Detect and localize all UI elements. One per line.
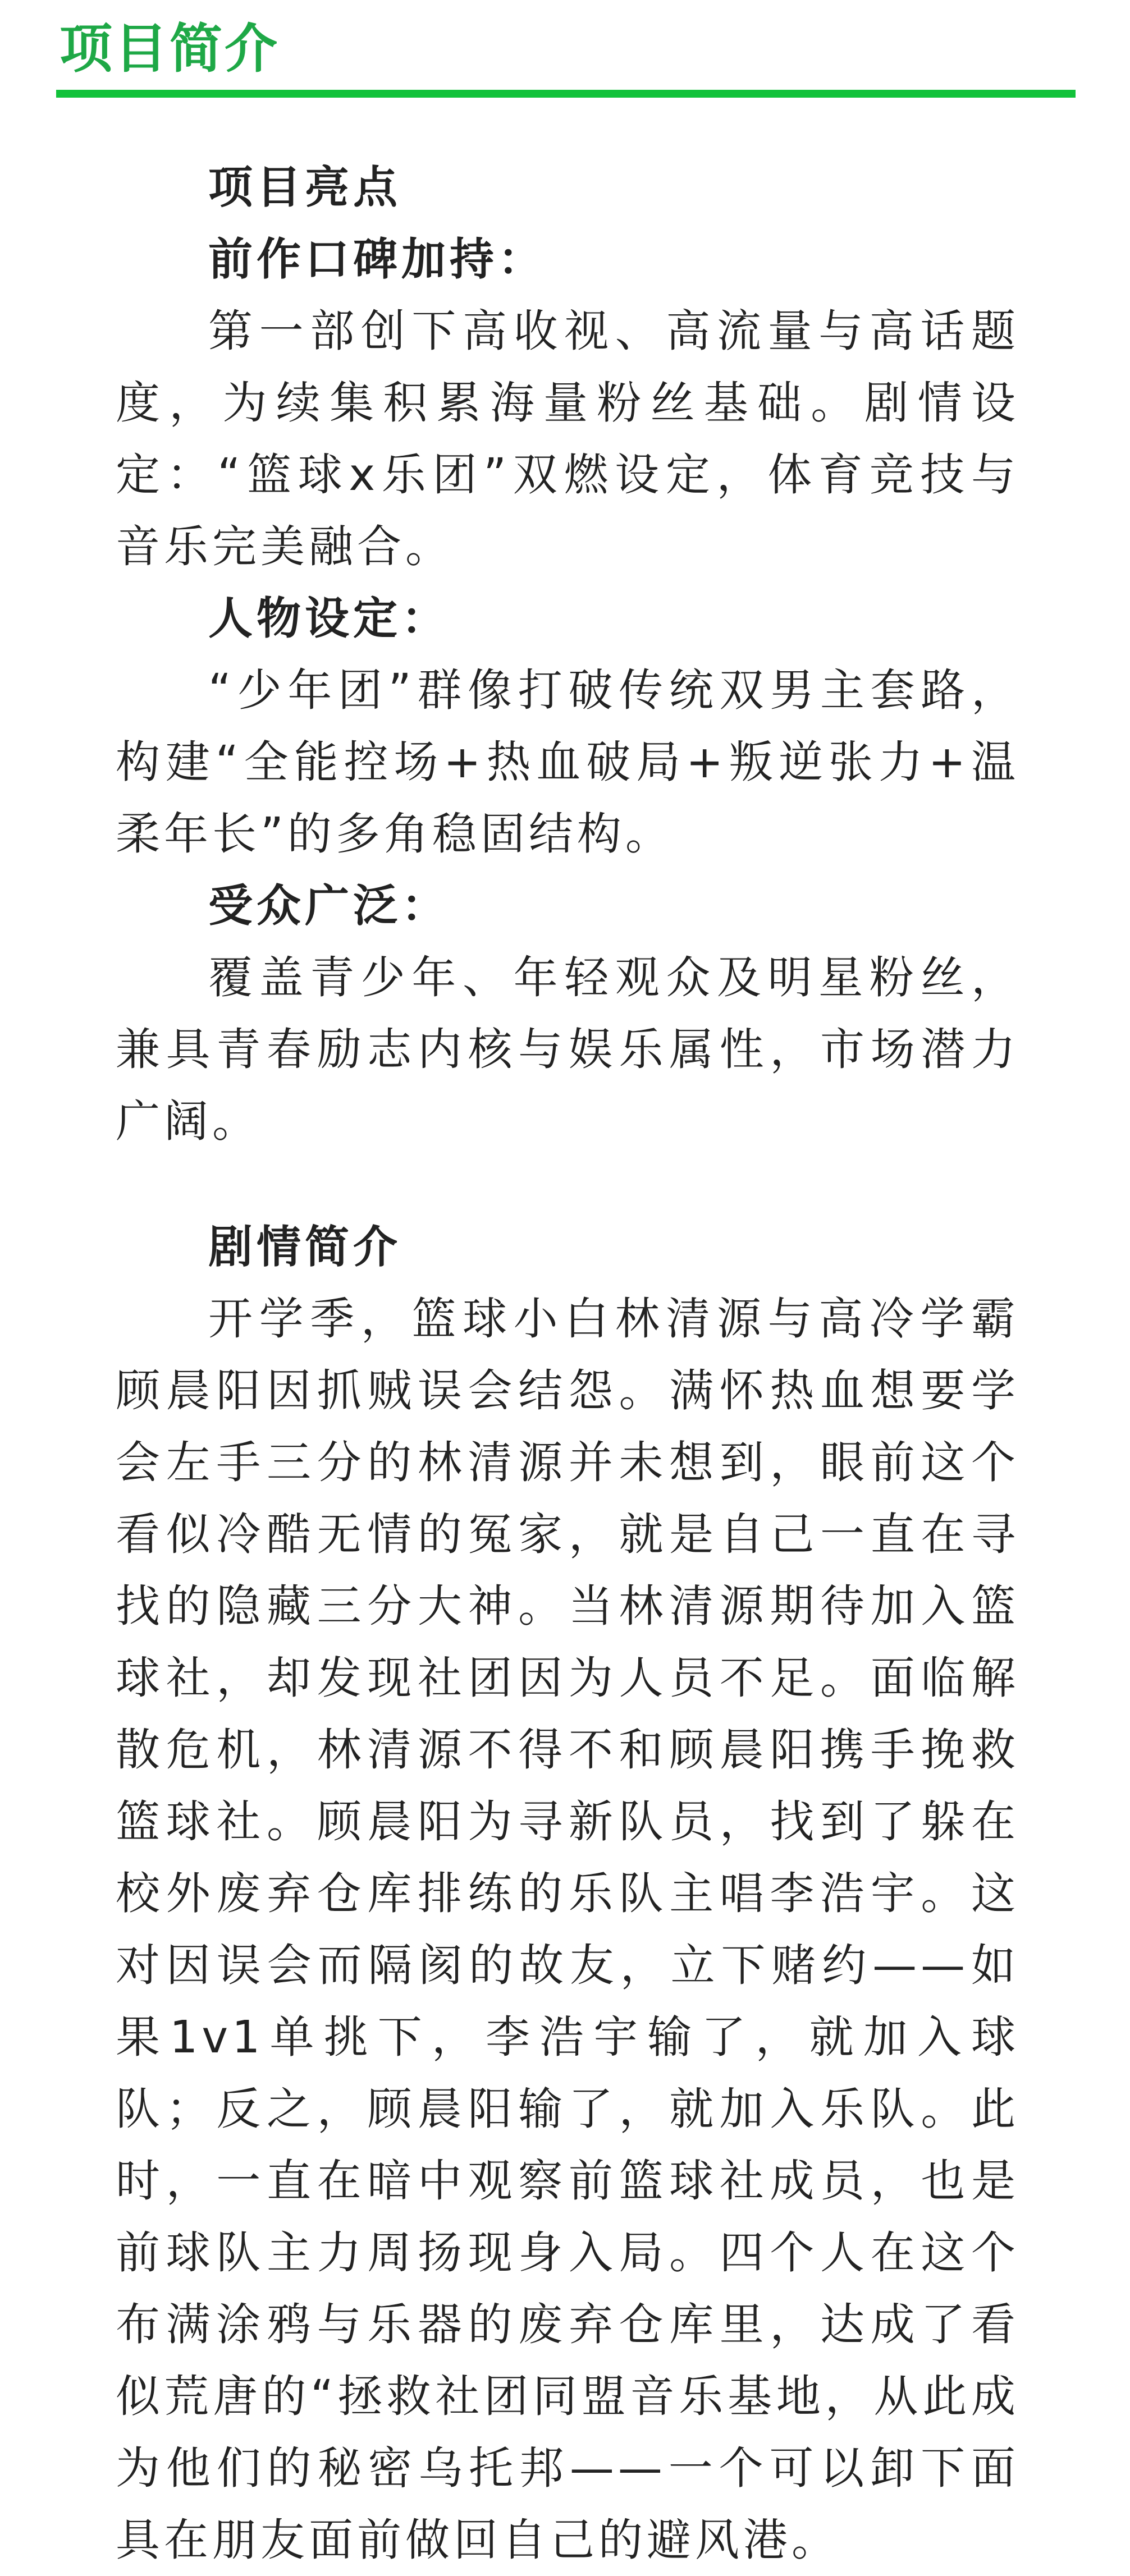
section-title: 项目简介 [60, 19, 280, 80]
section-divider [56, 90, 1076, 98]
synopsis-heading: 剧情简介 [208, 1221, 401, 1273]
highlight-2-heading: 人物设定： [208, 593, 450, 644]
highlights-heading: 项目亮点 [208, 162, 401, 213]
synopsis-text: 开学季，篮球小白林清源与高冷学霸顾晨阳因抓贼误会结怨。满怀热血想要学会左手三分的林清源并未想到，眼前这个看似冷酷无情的冤家，就是自己一直在寻找的隐藏三分大神。当林清源期待加入篮球社，却发现社团因为人员不足。面临解散危机，林清源不得不和顾晨阳携手挽救篮球社。顾晨阳为寻新队员，找到了躲在校外废弃仓库排练的乐队主唱李浩宇。这对因误会而隔阂的故友，立下赌约——如果1v1单挑下，李浩宇输了，就加入球队；反之，顾晨阳输了，就加入乐队。此时，一直在暗中观察前篮球社成员，也是前球队主力周扬现身入局。四个人在这个布满涂鸦与乐器的废弃仓库里，达成了看似荒唐的“拯救社团同盟音乐基地，从此成为他们的秘密乌托邦——一个可以卸下面具在朋友面前做回自己的避风港。 [116, 1293, 1019, 2566]
section-spacer [116, 1157, 1019, 1211]
highlight-1-heading: 前作口碑加持： [208, 233, 546, 285]
content-body [116, 152, 1019, 2576]
highlight-2-text: “少年团”群像打破传统双男主套路，构建“全能控场+热血破局+叛逆张力+温柔年长”的多角稳固结构。 [116, 664, 1019, 860]
highlight-1-text: 第一部创下高收视、高流量与高话题度，为续集积累海量粉丝基础。剧情设定：“篮球x乐团”双燃设定，体育竞技与音乐完美融合。 [116, 305, 1019, 572]
highlight-3-text: 覆盖青少年、年轻观众及明星粉丝，兼具青春励志内核与娱乐属性，市场潜力广阔。 [116, 952, 1019, 1147]
highlight-3-heading: 受众广泛： [208, 880, 450, 932]
